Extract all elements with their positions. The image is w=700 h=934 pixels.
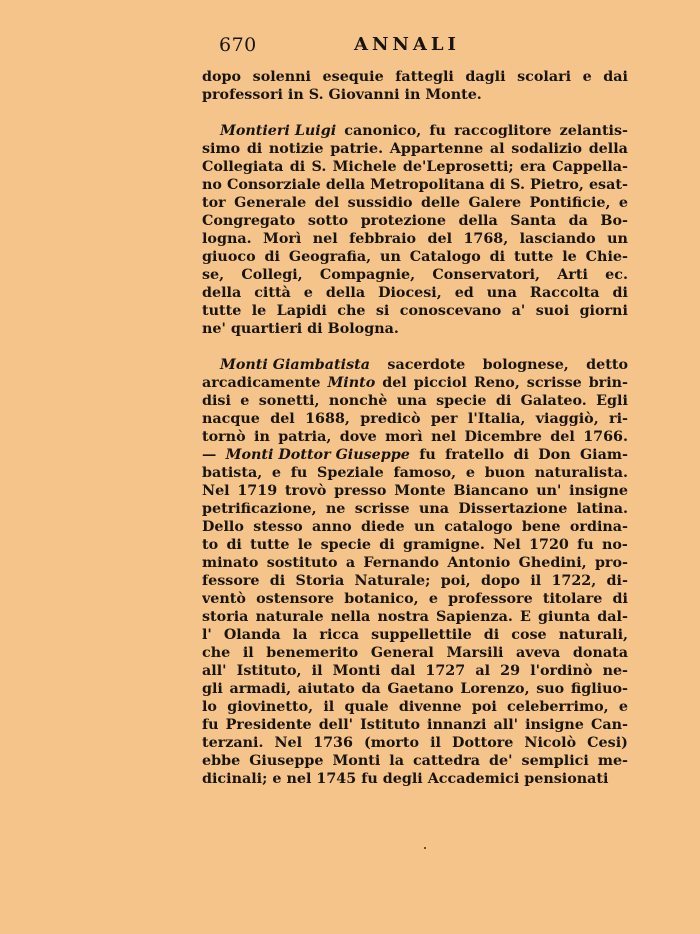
ink-speck bbox=[424, 847, 426, 849]
text-line: Montieri Luigi canonico, fu raccoglitore zelantis- bbox=[220, 123, 628, 139]
text-line: se, Collegi, Compagnie, Conservatori, Arti ec. bbox=[202, 267, 628, 283]
text-line: Congregato sotto protezione della Santa da Bo- bbox=[202, 213, 628, 229]
text-line: nacque del 1688, predicò per l'Italia, viaggiò, ri- bbox=[202, 411, 628, 427]
text-line: storia naturale nella nostra Sapienza. E giunta dal- bbox=[202, 609, 628, 625]
text-line: logna. Morì nel febbraio del 1768, lasciando un bbox=[202, 231, 628, 247]
text-line: Dello stesso anno diede un catalogo bene ordina- bbox=[202, 519, 628, 535]
text-line: ebbe Giuseppe Monti la cattedra de' semplici me- bbox=[202, 753, 628, 769]
text-line: dopo solenni esequie fattegli dagli scolari e dai bbox=[202, 69, 628, 85]
text-line: to di tutte le specie di gramigne. Nel 1720 fu no- bbox=[202, 537, 628, 553]
text-line: terzani. Nel 1736 (morto il Dottore Nicolò Cesi) bbox=[202, 735, 628, 751]
text-line: — Monti Dottor Giuseppe fu fratello di Don Giam- bbox=[202, 447, 628, 463]
text-line: della città e della Diocesi, ed una Raccolta di bbox=[202, 285, 628, 301]
text-line: Nel 1719 trovò presso Monte Biancano un' insigne bbox=[202, 483, 628, 499]
text-line: fessore di Storia Naturale; poi, dopo il 1722, di- bbox=[202, 573, 628, 589]
paragraph-gap bbox=[202, 338, 628, 356]
text-line: l' Olanda la ricca suppellettile di cose naturali, bbox=[202, 627, 628, 643]
text-line: tornò in patria, dove morì nel Dicembre del 1766. bbox=[202, 429, 628, 445]
text-line: lo giovinetto, il quale divenne poi celeberrimo, e bbox=[202, 699, 628, 715]
paragraph-gap bbox=[202, 104, 628, 122]
body-text bbox=[202, 68, 628, 788]
text-line: arcadicamente Minto del picciol Reno, scrisse brin- bbox=[202, 375, 628, 391]
text-line: minato sostituto a Fernando Antonio Ghedini, pro- bbox=[202, 555, 628, 571]
text-line: Collegiata di S. Michele de'Leprosetti; era Cappella- bbox=[202, 159, 628, 175]
text-line: gli armadi, aiutato da Gaetano Lorenzo, suo figliuo- bbox=[202, 681, 628, 697]
text-line: professori in S. Giovanni in Monte. bbox=[202, 87, 482, 103]
text-line: petrificazione, ne scrisse una Dissertazione latina. bbox=[202, 501, 628, 517]
text-line: Monti Giambatista sacerdote bolognese, detto bbox=[220, 357, 628, 373]
text-line: all' Istituto, il Monti dal 1727 al 29 l'ordinò ne- bbox=[202, 663, 628, 679]
text-line: dicinali; e nel 1745 fu degli Accademici pensionati bbox=[202, 771, 609, 787]
text-line: no Consorziale della Metropolitana di S. Pietro, esat- bbox=[202, 177, 628, 193]
text-line: disi e sonetti, nonchè una specie di Galateo. Egli bbox=[202, 393, 628, 409]
text-line: tor Generale del sussidio delle Galere Pontificie, e bbox=[202, 195, 628, 211]
page-number: 670 bbox=[219, 34, 257, 56]
text-line: fu Presidente dell' Istituto innanzi all' insigne Can- bbox=[202, 717, 628, 733]
text-line: ne' quartieri di Bologna. bbox=[202, 321, 399, 337]
text-line: giuoco di Geografia, un Catalogo di tutte le Chie- bbox=[202, 249, 628, 265]
text-line: che il benemerito General Marsili aveva donata bbox=[202, 645, 628, 661]
running-title: ANNALI bbox=[354, 34, 460, 55]
text-line: tutte le Lapidi che si conoscevano a' suoi giorni bbox=[202, 303, 628, 319]
page-header bbox=[0, 34, 700, 58]
text-line: ventò ostensore botanico, e professore titolare di bbox=[202, 591, 628, 607]
text-line: batista, e fu Speziale famoso, e buon naturalista. bbox=[202, 465, 628, 481]
text-line: simo di notizie patrie. Appartenne al sodalizio della bbox=[202, 141, 628, 157]
